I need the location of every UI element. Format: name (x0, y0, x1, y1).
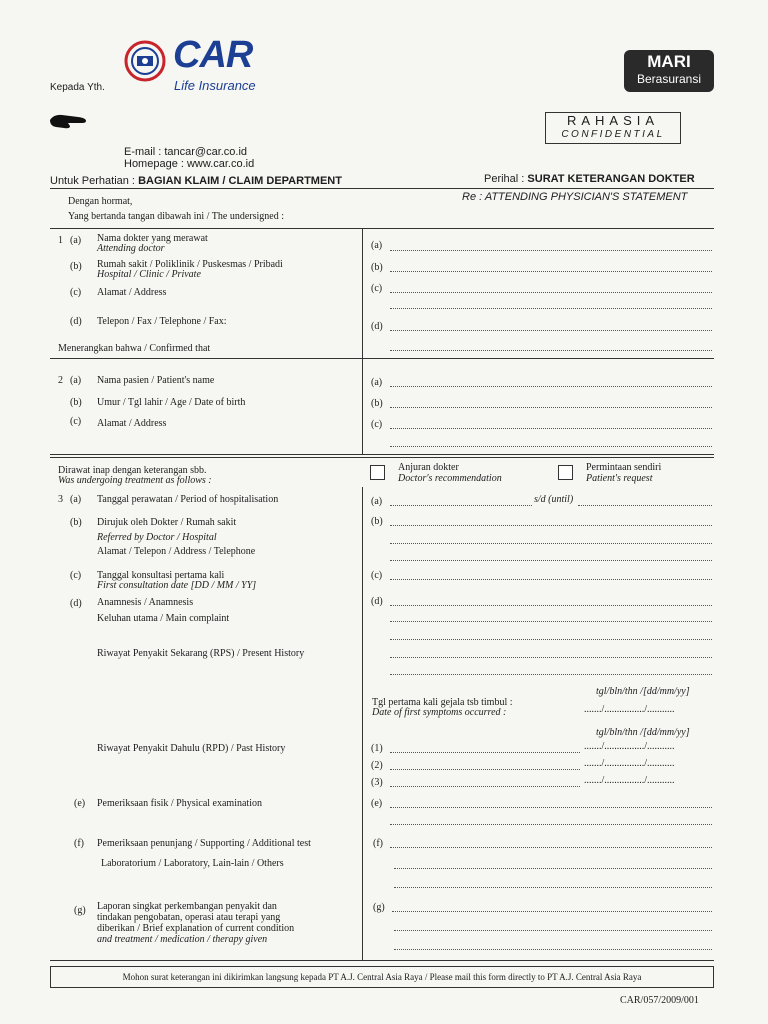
section1-number: 1 (58, 235, 63, 246)
hospitalisation-period-label: Tanggal perawatan / Period of hospitalisation (97, 494, 279, 505)
past-history-date-1[interactable]: ......./................/........... (584, 741, 675, 752)
period-until-field[interactable] (578, 505, 712, 506)
doctor-name-field[interactable] (390, 250, 712, 251)
s3-g-label: (g) (74, 905, 86, 916)
rpd-1-label: (1) (371, 743, 383, 754)
doctor-recommendation-label: Anjuran dokter (398, 462, 459, 473)
referred-field-1[interactable] (390, 525, 712, 526)
undersigned: Yang bertanda tangan dibawah ini / The undersigned : (68, 211, 284, 222)
s2-ans-a: (a) (371, 377, 383, 388)
physical-exam-label: Pemeriksaan fisik / Physical examination (97, 798, 262, 809)
hospital-label-en: Hospital / Clinic / Private (97, 269, 201, 280)
s3-ans-g: (g) (373, 902, 385, 913)
treatment-report-field-1[interactable] (392, 911, 712, 912)
age-dob-label: Umur / Tgl lahir / Age / Date of birth (97, 397, 246, 408)
claim-department: BAGIAN KLAIM / CLAIM DEPARTMENT (138, 175, 342, 187)
patient-request-label-en: Patient's request (586, 473, 653, 484)
mari-berasuransi-logo: MARI Berasuransi (624, 50, 714, 92)
treatment-report-label-4: and treatment / medication / therapy given (97, 934, 268, 945)
s1-c-label: (c) (70, 287, 82, 298)
s3-ans-b: (b) (371, 516, 383, 527)
past-history-date-3[interactable]: ......./................/........... (584, 775, 675, 786)
phone-label: Telepon / Fax / Telephone / Fax: (97, 316, 227, 327)
patient-name-label: Nama pasien / Patient's name (97, 375, 215, 386)
referred-field-2[interactable] (390, 543, 712, 544)
age-dob-field[interactable] (390, 407, 712, 408)
anamnesis-field-3[interactable] (390, 639, 712, 640)
s2-a-label: (a) (70, 375, 82, 386)
rpd-2-label: (2) (371, 760, 383, 771)
patient-request-checkbox[interactable] (558, 465, 573, 480)
referred-field-3[interactable] (390, 560, 712, 561)
kepada-label: Kepada Yth. (50, 82, 105, 93)
treatment-report-field-2[interactable] (394, 930, 712, 931)
anamnesis-field-5[interactable] (390, 674, 712, 675)
section1-divider (362, 228, 363, 358)
address-label: Alamat / Address (97, 287, 167, 298)
car-emblem-icon (124, 40, 166, 82)
hand-pointer-icon (48, 112, 88, 135)
s2-b-label: (b) (70, 397, 82, 408)
header-rule (50, 188, 714, 189)
treatment-intro-en: Was undergoing treatment as follows : (58, 475, 212, 486)
anamnesis-field-2[interactable] (390, 621, 712, 622)
rpd-3-label: (3) (371, 777, 383, 788)
first-symptom-label-en: Date of first symptoms occurred : (372, 707, 507, 718)
s1-b-label: (b) (70, 261, 82, 272)
referred-label: Dirujuk oleh Dokter / Rumah sakit (97, 517, 237, 528)
s3-ans-a: (a) (371, 496, 383, 507)
past-history-field-2[interactable] (390, 769, 580, 770)
treatment-report-label-2: tindakan pengobatan, operasi atau terapi yang (97, 912, 281, 923)
s1-ans-b: (b) (371, 262, 383, 273)
confirmed-label: Menerangkan bahwa / Confirmed that (58, 343, 211, 354)
s2-ans-b: (b) (371, 398, 383, 409)
hospital-label: Rumah sakit / Poliklinik / Puskesmas / Pribadi (97, 259, 283, 270)
form-code: CAR/057/2009/001 (620, 995, 699, 1006)
s1-ans-d: (d) (371, 321, 383, 332)
past-history-field-1[interactable] (390, 752, 580, 753)
first-consult-label-en: First consultation date [DD / MM / YY] (97, 580, 257, 591)
treatment-report-field-3[interactable] (394, 949, 712, 950)
doctor-name-label-en: Attending doctor (97, 243, 165, 254)
first-symptom-date-field[interactable]: ......./................/........... (584, 704, 675, 715)
patient-address-label: Alamat / Address (97, 418, 167, 429)
referred-address-label: Alamat / Telepon / Address / Telephone (97, 546, 256, 557)
phone-field[interactable] (390, 330, 712, 331)
s3-e-label: (e) (74, 798, 86, 809)
s3-a-label: (a) (70, 494, 82, 505)
section2-divider (362, 358, 363, 454)
first-consult-field[interactable] (390, 579, 712, 580)
mail-instruction-box: Mohon surat keterangan ini dikirimkan langsung kepada PT A.J. Central Asia Raya / Please mail this form directly to PT A.J. Central Asia Raya (50, 966, 714, 988)
s1-d-label: (d) (70, 316, 82, 327)
anamnesis-field-4[interactable] (390, 657, 712, 658)
s1-ans-c: (c) (371, 283, 383, 294)
patient-address-field-1[interactable] (390, 428, 712, 429)
treatment-intro: Dirawat inap dengan keterangan sbb. (58, 465, 207, 476)
anamnesis-field-1[interactable] (390, 605, 712, 606)
first-consult-label: Tanggal konsultasi pertama kali (97, 570, 225, 581)
until-label: s/d (until) (534, 494, 574, 505)
brand-logo: CAR (173, 34, 253, 76)
date-format-label: tgl/bln/thn /[dd/mm/yy] (596, 686, 690, 697)
s3-b-label: (b) (70, 517, 82, 528)
past-history-field-3[interactable] (390, 786, 580, 787)
period-from-field[interactable] (390, 505, 532, 506)
past-history-label: Riwayat Penyakit Dahulu (RPD) / Past History (97, 743, 286, 754)
supporting-test-label: Pemeriksaan penunjang / Supporting / Additional test (97, 838, 311, 849)
date-format-label-2: tgl/bln/thn /[dd/mm/yy] (596, 727, 690, 738)
supporting-test-field-3[interactable] (394, 887, 712, 888)
s3-ans-f: (f) (373, 838, 383, 849)
referred-label-en: Referred by Doctor / Hospital (97, 532, 217, 543)
treatment-report-label-1: Laporan singkat perkembangan penyakit dan (97, 901, 277, 912)
confidential-box: RAHASIA CONFIDENTIAL (545, 112, 681, 144)
section3-number: 3 (58, 494, 63, 505)
hospital-field[interactable] (390, 271, 712, 272)
supporting-test-field-2[interactable] (394, 868, 712, 869)
patient-address-field-2[interactable] (390, 446, 712, 447)
laboratory-label: Laboratorium / Laboratory, Lain-lain / Others (101, 858, 284, 869)
s3-ans-e: (e) (371, 798, 383, 809)
s2-c-label: (c) (70, 416, 82, 427)
patient-name-field[interactable] (390, 386, 712, 387)
doctor-recommendation-checkbox[interactable] (370, 465, 385, 480)
subject-line: Perihal : SURAT KETERANGAN DOKTER (484, 173, 695, 185)
subject-en: Re : ATTENDING PHYSICIAN'S STATEMENT (462, 191, 688, 203)
brand-subtitle: Life Insurance (174, 78, 256, 93)
greeting: Dengan hormat, (68, 196, 133, 207)
present-history-label: Riwayat Penyakit Sekarang (RPS) / Present History (97, 648, 305, 659)
treatment-report-label-3: diberikan / Brief explanation of current condition (97, 923, 295, 934)
s1-a-label: (a) (70, 235, 82, 246)
section3-bottom-rule (50, 960, 714, 961)
section2-number: 2 (58, 375, 63, 386)
s3-c-label: (c) (70, 570, 82, 581)
physical-exam-field-2[interactable] (390, 824, 712, 825)
patient-request-label: Permintaan sendiri (586, 462, 662, 473)
homepage-text: Homepage : www.car.co.id (124, 158, 255, 170)
address-field-1[interactable] (390, 292, 712, 293)
s1-ans-a: (a) (371, 240, 383, 251)
first-symptom-label: Tgl pertama kali gejala tsb timbul : (372, 697, 513, 708)
s3-d-label: (d) (70, 598, 82, 609)
s2-ans-c: (c) (371, 419, 383, 430)
main-complaint-label: Keluhan utama / Main complaint (97, 613, 230, 624)
s3-f-label: (f) (74, 838, 84, 849)
s3-ans-d: (d) (371, 596, 383, 607)
section1-top-rule (50, 228, 714, 229)
supporting-test-field-1[interactable] (390, 847, 712, 848)
s3-ans-c: (c) (371, 570, 383, 581)
section3-top-rule (50, 454, 714, 455)
confirmed-field[interactable] (390, 350, 712, 351)
doctor-name-label: Nama dokter yang merawat (97, 233, 208, 244)
email-text: E-mail : tancar@car.co.id (124, 146, 248, 158)
section2-top-rule (50, 358, 714, 359)
past-history-date-2[interactable]: ......./................/........... (584, 758, 675, 769)
doctor-recommendation-label-en: Doctor's recommendation (398, 473, 502, 484)
attention-line: Untuk Perhatian : BAGIAN KLAIM / CLAIM DEPARTMENT (50, 175, 342, 187)
anamnesis-label: Anamnesis / Anamnesis (97, 597, 194, 608)
address-field-2[interactable] (390, 308, 712, 309)
physical-exam-field-1[interactable] (390, 807, 712, 808)
section3-top-rule-2 (50, 457, 714, 458)
section3-divider (362, 487, 363, 960)
